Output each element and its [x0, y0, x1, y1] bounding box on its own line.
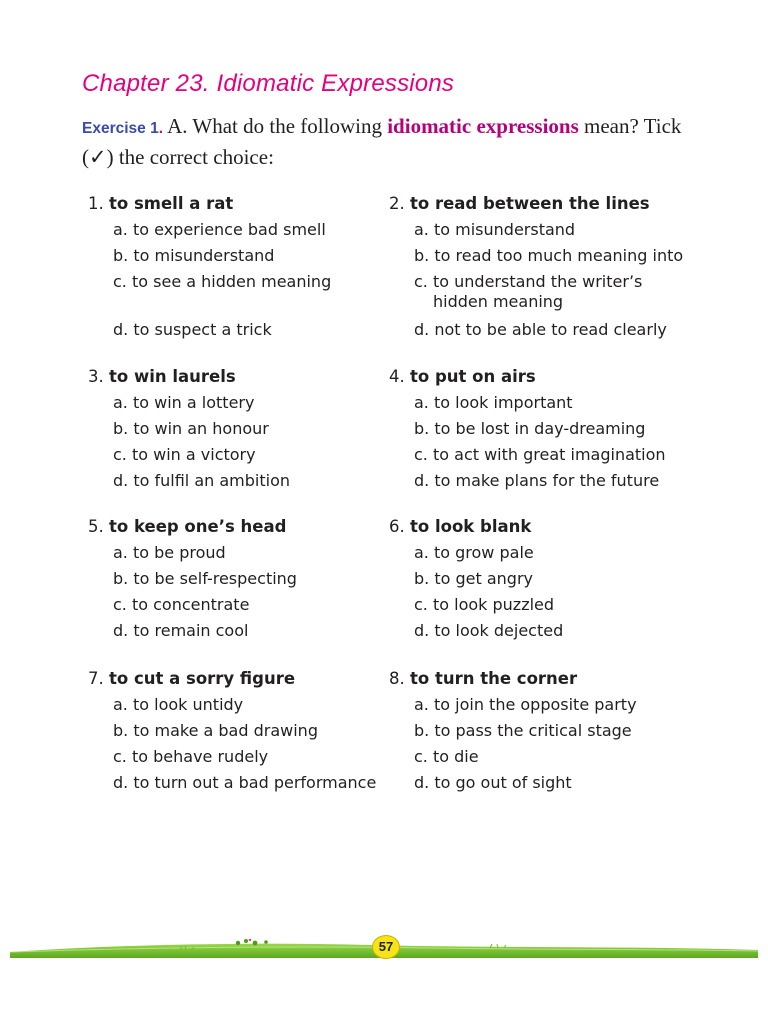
- question-6: [389, 517, 689, 647]
- options-list: [389, 543, 689, 647]
- options-list: [389, 393, 689, 497]
- question-number: 6.: [389, 517, 405, 536]
- option-c[interactable]: c. to win a victory: [113, 445, 256, 464]
- option-a[interactable]: a. to look untidy: [113, 695, 244, 714]
- question-text: to read between the lines: [410, 194, 650, 213]
- option-d[interactable]: d. to make plans for the future: [414, 471, 660, 490]
- question-3: [88, 367, 388, 497]
- option-c[interactable]: c. to concentrate: [113, 595, 250, 614]
- question-5: [88, 517, 388, 647]
- option-c[interactable]: c. to understand the writer’s hidden meaning: [414, 272, 643, 311]
- options-list: [389, 220, 689, 346]
- question-4: [389, 367, 689, 497]
- page-number-badge: 57: [372, 935, 400, 959]
- option-b[interactable]: b. to misunderstand: [113, 246, 275, 265]
- question-text: to turn the corner: [410, 669, 578, 688]
- option-b[interactable]: b. to be self-respecting: [113, 569, 297, 588]
- option-d[interactable]: d. to turn out a bad performance: [113, 773, 377, 792]
- option-d[interactable]: d. to fulfil an ambition: [113, 471, 290, 490]
- options-list: [88, 695, 388, 799]
- question-text: to put on airs: [410, 367, 536, 386]
- exercise-label: Exercise 1: [82, 120, 159, 137]
- option-b[interactable]: b. to pass the critical stage: [414, 721, 632, 740]
- question-8: [389, 669, 689, 799]
- option-d[interactable]: d. to remain cool: [113, 621, 249, 640]
- option-a[interactable]: a. to misunderstand: [414, 220, 576, 239]
- question-number: 5.: [88, 517, 104, 536]
- option-a[interactable]: a. to experience bad smell: [113, 220, 326, 239]
- options-list: [88, 543, 388, 647]
- exercise-instruction: [82, 112, 702, 172]
- question-number: 4.: [389, 367, 405, 386]
- option-c[interactable]: c. to see a hidden meaning: [113, 272, 332, 291]
- exercise-label-dot: .: [158, 120, 164, 137]
- instruction-text-end: mean? Tick (✓) the correct choice:: [82, 114, 682, 169]
- question-text: to smell a rat: [109, 194, 234, 213]
- question-number: 3.: [88, 367, 104, 386]
- question-text: to look blank: [410, 517, 532, 536]
- question-1: [88, 194, 388, 346]
- question-text: to cut a sorry figure: [109, 669, 296, 688]
- option-a[interactable]: a. to win a lottery: [113, 393, 255, 412]
- option-c[interactable]: c. to act with great imagination: [414, 445, 666, 464]
- option-d[interactable]: d. to suspect a trick: [113, 320, 272, 339]
- option-c[interactable]: c. to die: [414, 747, 479, 766]
- option-d[interactable]: d. to look dejected: [414, 621, 564, 640]
- question-text: to win laurels: [109, 367, 236, 386]
- option-b[interactable]: b. to read too much meaning into: [414, 246, 684, 265]
- option-a[interactable]: a. to look important: [414, 393, 573, 412]
- options-list: [389, 695, 689, 799]
- question-text: to keep one’s head: [109, 517, 287, 536]
- instruction-highlight: idiomatic expressions: [387, 114, 579, 138]
- question-number: 8.: [389, 669, 405, 688]
- option-d[interactable]: d. not to be able to read clearly: [414, 320, 667, 339]
- question-2: [389, 194, 689, 346]
- question-number: 7.: [88, 669, 104, 688]
- option-c[interactable]: c. to look puzzled: [414, 595, 555, 614]
- option-b[interactable]: b. to be lost in day-dreaming: [414, 419, 646, 438]
- option-a[interactable]: a. to grow pale: [414, 543, 534, 562]
- option-b[interactable]: b. to make a bad drawing: [113, 721, 318, 740]
- option-b[interactable]: b. to get angry: [414, 569, 533, 588]
- options-list: [88, 393, 388, 497]
- option-d[interactable]: d. to go out of sight: [414, 773, 572, 792]
- question-number: 1.: [88, 194, 104, 213]
- instruction-text-start: A. What do the following: [167, 114, 388, 138]
- option-a[interactable]: a. to join the opposite party: [414, 695, 637, 714]
- option-b[interactable]: b. to win an honour: [113, 419, 269, 438]
- question-7: [88, 669, 388, 799]
- option-a[interactable]: a. to be proud: [113, 543, 226, 562]
- chapter-title: Chapter 23. Idiomatic Expressions: [82, 70, 455, 97]
- option-c[interactable]: c. to behave rudely: [113, 747, 269, 766]
- question-number: 2.: [389, 194, 405, 213]
- options-list: [88, 220, 388, 346]
